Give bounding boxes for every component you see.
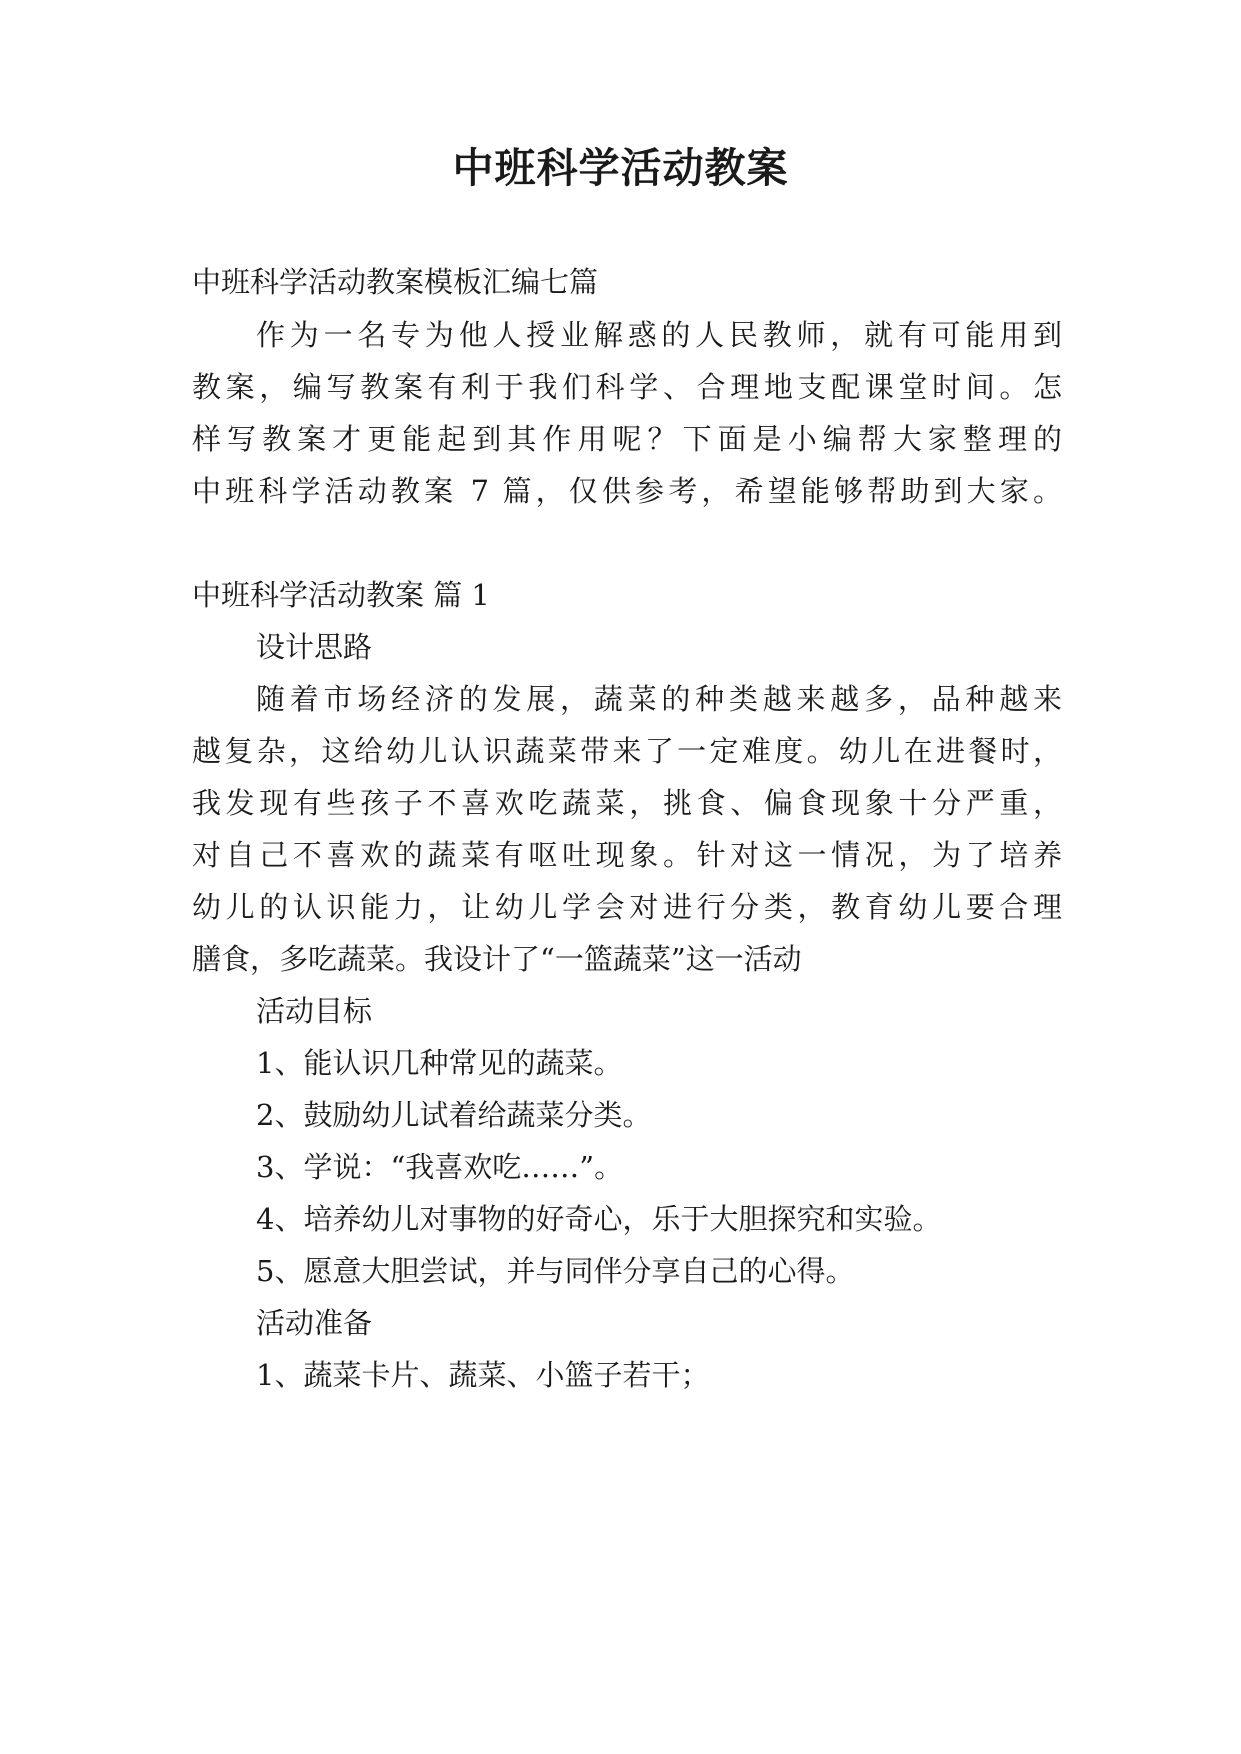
- intro-line: 中班科学活动教案 7 篇，仅供参考，希望能够帮助到大家。: [192, 474, 1062, 508]
- goal-item: 1、能认识几种常见的蔬菜。: [256, 1046, 623, 1080]
- prep-item: 1、蔬菜卡片、蔬菜、小篮子若干；: [256, 1358, 710, 1392]
- design-line: 对自己不喜欢的蔬菜有呕吐现象。针对这一情况，为了培养: [192, 838, 1062, 872]
- design-line: 我发现有些孩子不喜欢吃蔬菜，挑食、偏食现象十分严重，: [192, 786, 1062, 820]
- goal-item: 2、鼓励幼儿试着给蔬菜分类。: [256, 1098, 652, 1132]
- goal-item: 4、培养幼儿对事物的好奇心，乐于大胆探究和实验。: [256, 1202, 942, 1236]
- design-heading: 设计思路: [256, 630, 373, 664]
- design-line: 随着市场经济的发展，蔬菜的种类越来越多，品种越来: [256, 682, 1062, 716]
- goals-heading: 活动目标: [256, 994, 373, 1028]
- design-line: 幼儿的认识能力，让幼儿学会对进行分类，教育幼儿要合理: [192, 890, 1062, 924]
- design-line: 膳食，多吃蔬菜。我设计了“一篮蔬菜”这一活动: [192, 942, 802, 976]
- intro-line: 教案，编写教案有利于我们科学、合理地支配课堂时间。怎: [192, 370, 1062, 404]
- section-heading: 中班科学活动教案 篇 1: [192, 578, 490, 612]
- intro-line: 样写教案才更能起到其作用呢？下面是小编帮大家整理的: [192, 422, 1062, 456]
- goal-item: 5、愿意大胆尝试，并与同伴分享自己的心得。: [256, 1254, 855, 1288]
- design-line: 越复杂，这给幼儿认识蔬菜带来了一定难度。幼儿在进餐时，: [192, 734, 1062, 768]
- document-title: 中班科学活动教案: [452, 144, 789, 192]
- document-subtitle: 中班科学活动教案模板汇编七篇: [192, 265, 599, 299]
- goal-item: 3、学说：“我喜欢吃……”。: [256, 1150, 624, 1184]
- intro-line: 作为一名专为他人授业解惑的人民教师，就有可能用到: [256, 318, 1062, 352]
- prep-heading: 活动准备: [256, 1306, 373, 1340]
